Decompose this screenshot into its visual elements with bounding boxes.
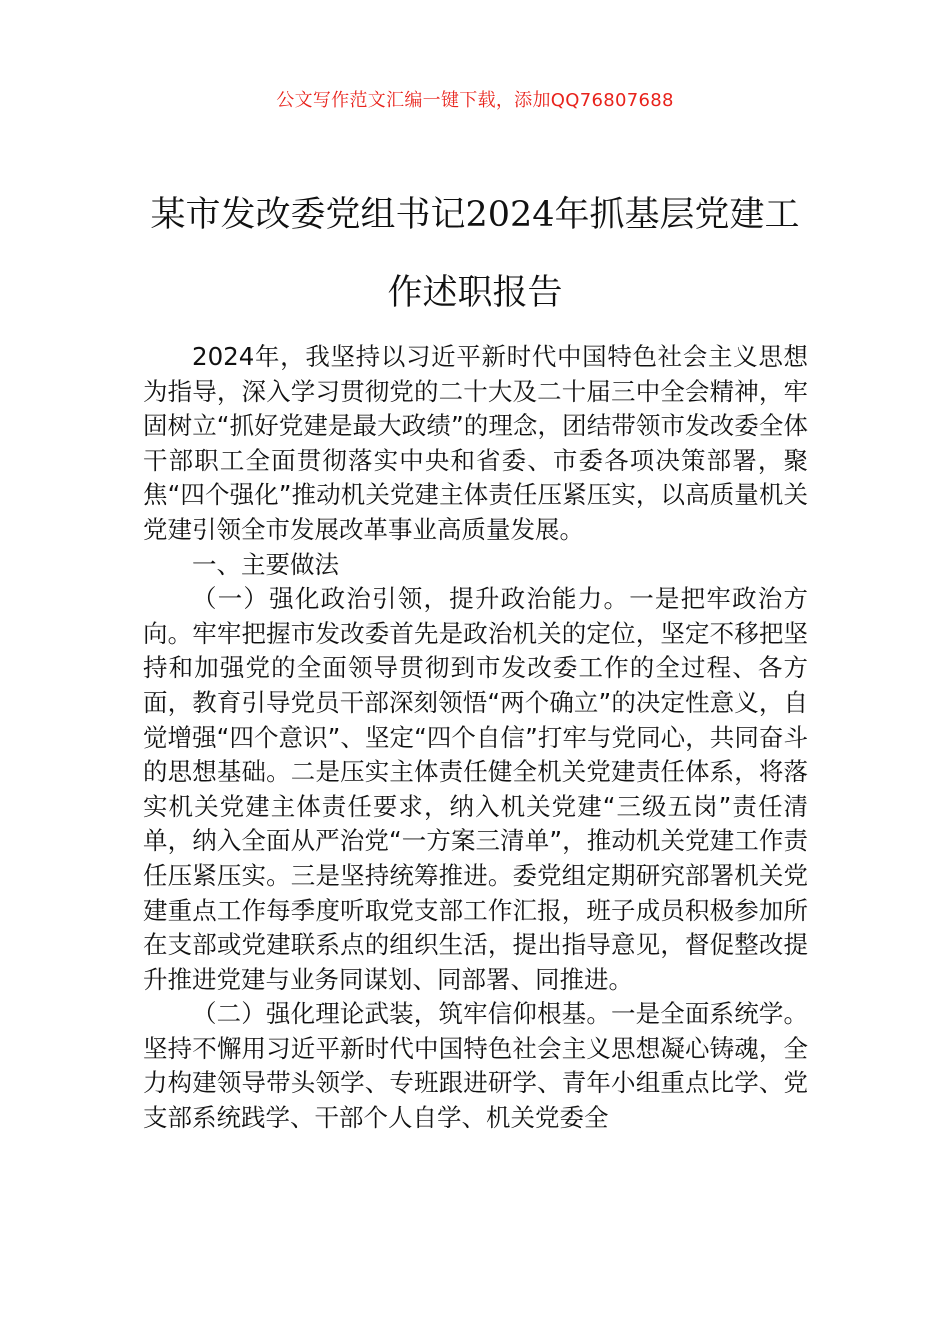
paragraph-theory-armament: （二）强化理论武装，筑牢信仰根基。一是全面系统学。坚持不懈用习近平新时代中国特色社会主义思想凝心铸魂，全力构建领导带头领学、专班跟进研学、青年小组重点比学、党支部系统践学、干部个人自学、机关党委全 [143,999,808,1133]
title-line-1: 某市发改委党组书记2024年抓基层党建工 [150,195,800,235]
paragraph-political-guidance: （一）强化政治引领，提升政治能力。一是把牢政治方向。牢牢把握市发改委首先是政治机关的定位，坚定不移把坚持和加强党的全面领导贯彻到市发改委工作的全过程、各方面，教育引导党员干部深刻领悟“两个确立”的决定性意义，自觉增强“四个意识”、坚定“四个自信”打牢与党同心，共同奋斗的思想基础。二是压实主体责任健全机关党建责任体系，将落实机关党建主体责任要求，纳入机关党建“三级五岗”责任清单，纳入全面从严治党“一方案三清单”，推动机关党建工作责任压紧压实。三是坚持统筹推进。委党组定期研究部署机关党建重点工作每季度听取党支部工作汇报，班子成员积极参加所在支部或党建联系点的组织生活，提出指导意见，督促整改提升推进党建与业务同谋划、同部署、同推进。 [143,584,808,994]
section-heading-main-practices: 一、主要做法 [192,549,339,579]
download-banner: 公文写作范文汇编一键下载，添加QQ76807688 [276,90,674,111]
title-line-2: 作述职报告 [387,273,563,313]
document-title [100,176,850,332]
document-body [143,340,808,1136]
paragraph-intro: 2024年，我坚持以习近平新时代中国特色社会主义思想为指导，深入学习贯彻党的二十大及二十届三中全会精神，牢固树立“抓好党建是最大政绩”的理念，团结带领市发改委全体干部职工全面贯彻落实中央和省委、市委各项决策部署，聚焦“四个强化”推动机关党建主体责任压紧压实，以高质量机关党建引领全市发展改革事业高质量发展。 [143,342,808,544]
